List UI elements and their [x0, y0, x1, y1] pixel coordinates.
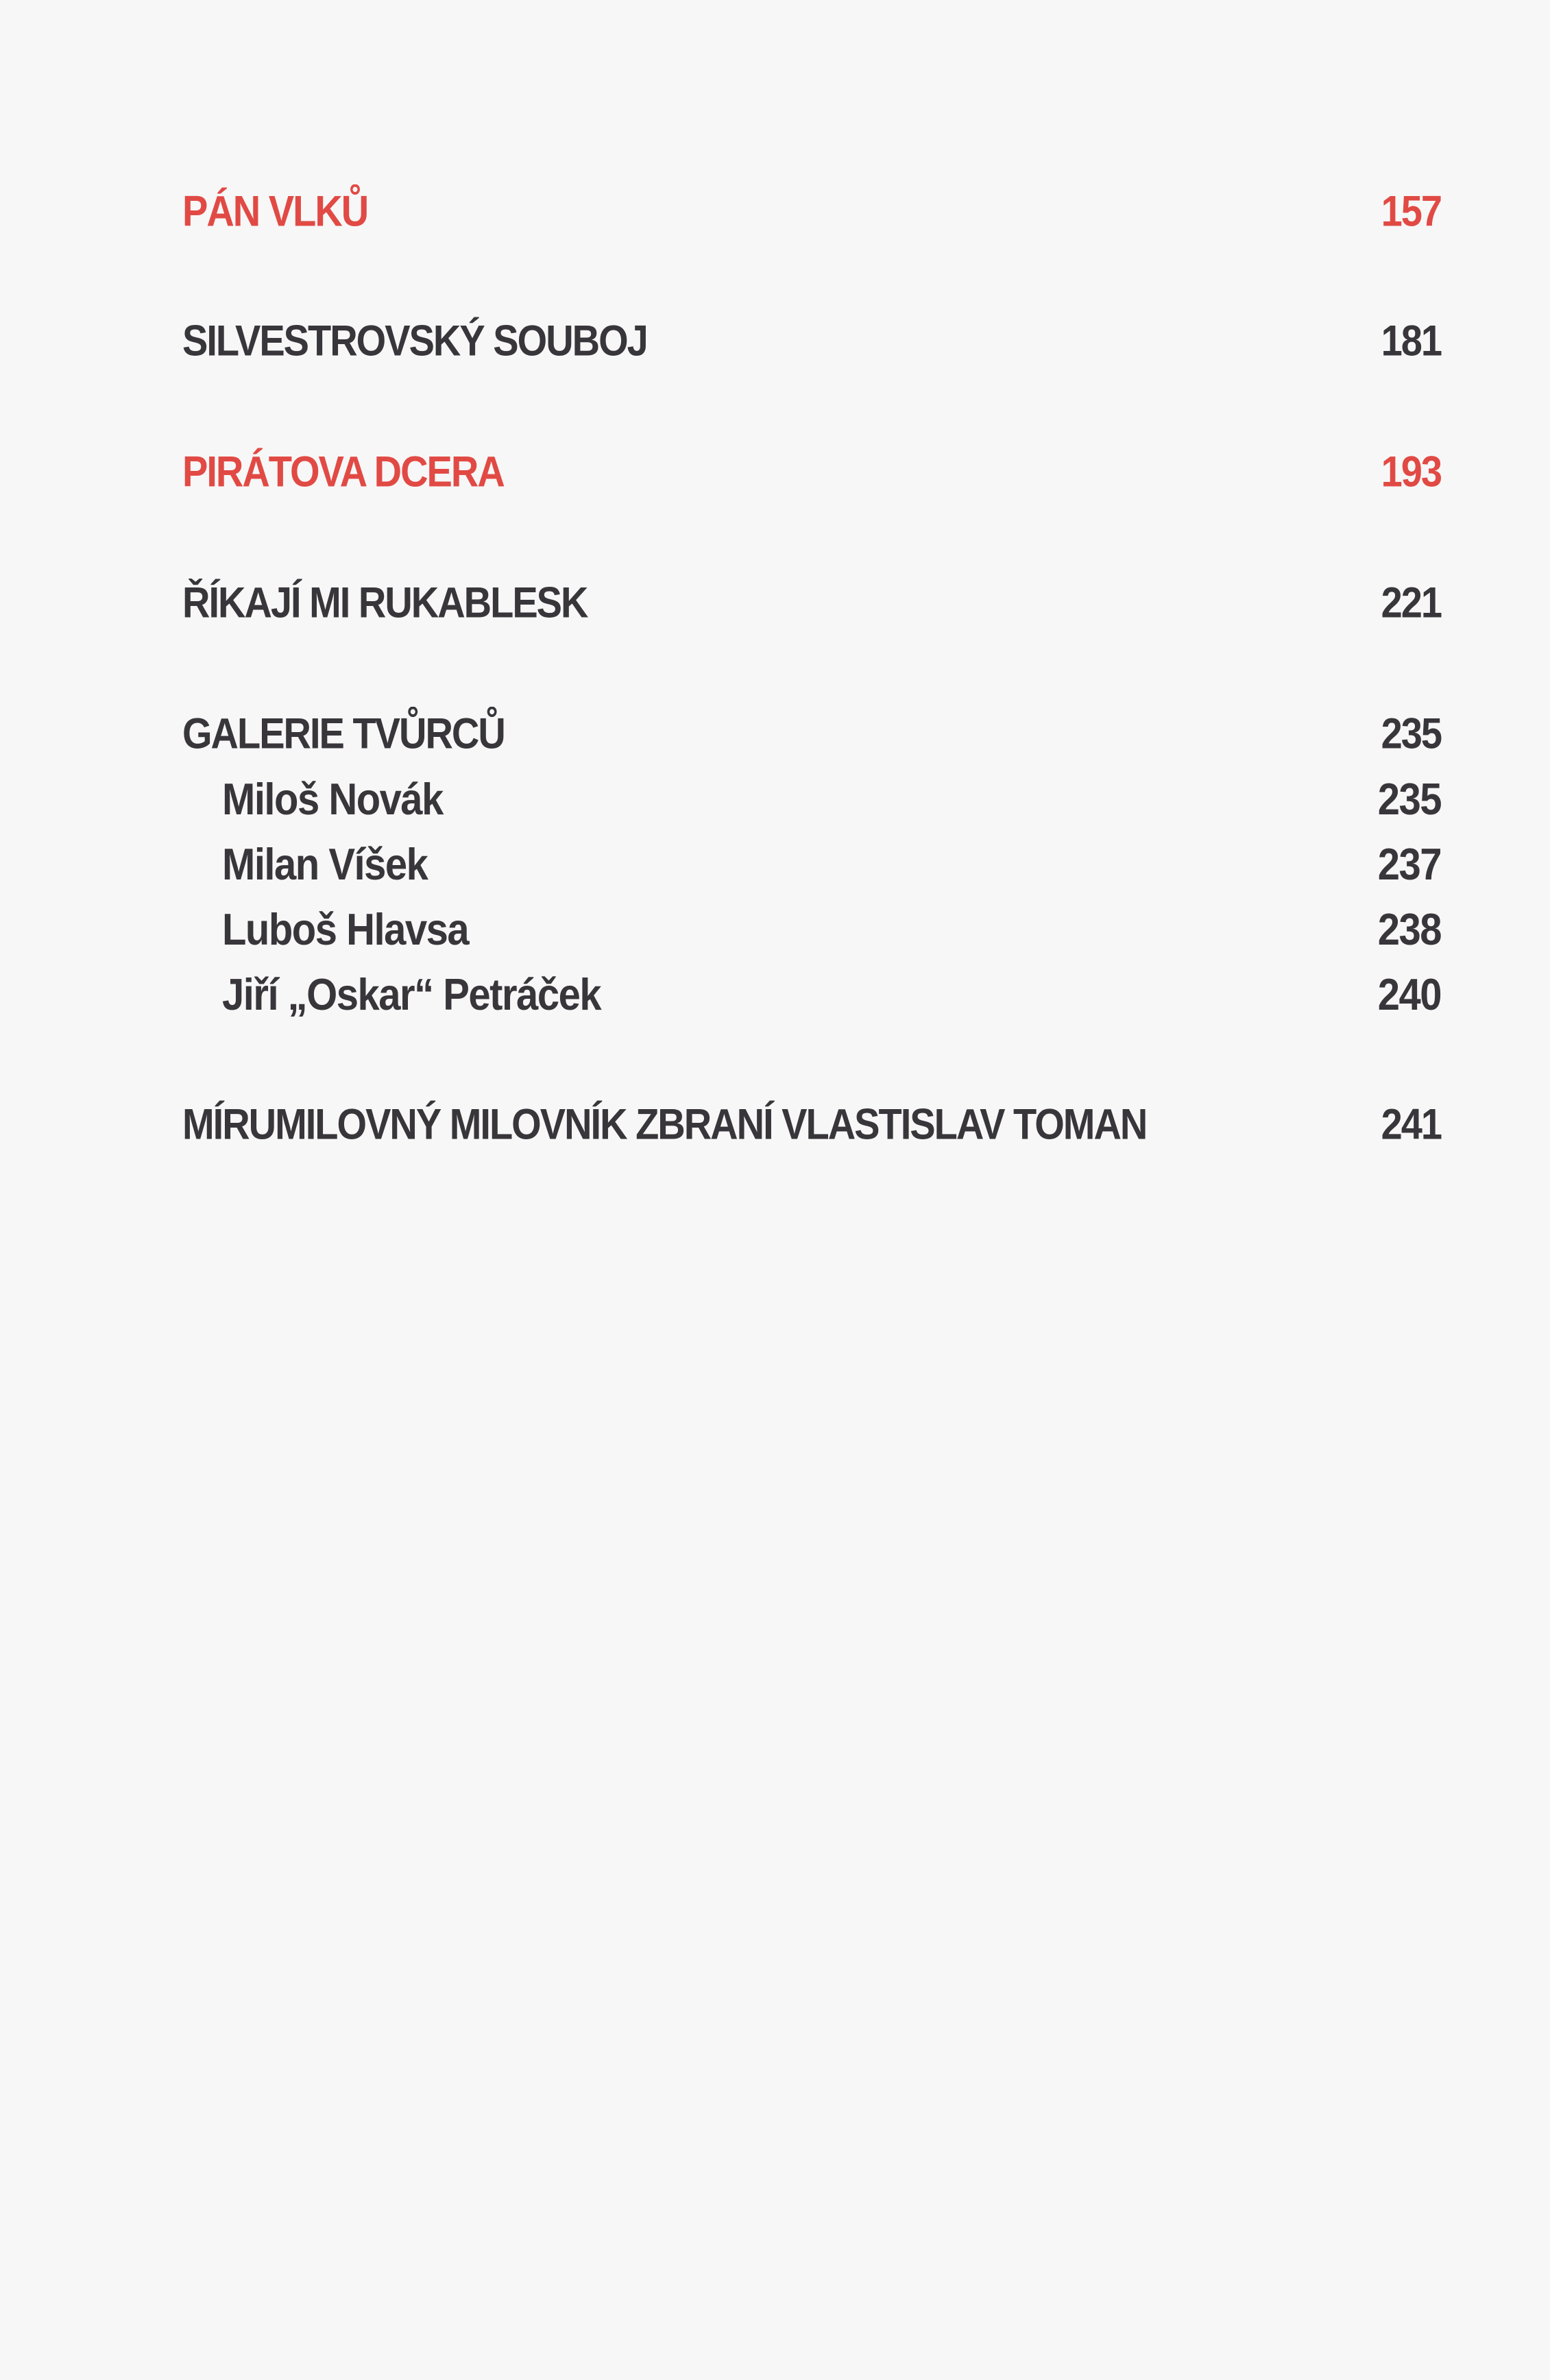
toc-entry-title: PÁN VLKŮ	[182, 186, 368, 236]
toc-entry-page-number: 181	[1381, 316, 1441, 365]
toc-entry-mirumilovny-milovnik[interactable]	[182, 1100, 1441, 1149]
toc-entry-title: ŘÍKAJÍ MI RUKABLESK	[182, 578, 588, 627]
toc-entry-page-number: 235	[1377, 774, 1441, 825]
toc-entry-page-number: 193	[1381, 447, 1441, 496]
toc-entry-galerie-tvurcu[interactable]	[182, 709, 1441, 758]
toc-subentry-milos-novak[interactable]	[182, 774, 1441, 825]
toc-entry-title: Luboš Hlavsa	[222, 904, 469, 955]
toc-subentry-lubos-hlavsa[interactable]	[182, 904, 1441, 955]
toc-entry-pan-vlku[interactable]	[182, 186, 1441, 236]
toc-entry-title: SILVESTROVSKÝ SOUBOJ	[182, 316, 647, 365]
toc-entry-page-number: 235	[1381, 709, 1441, 758]
toc-entry-piratova-dcera[interactable]	[182, 447, 1441, 496]
toc-subentry-milan-visek[interactable]	[182, 839, 1441, 890]
toc-entry-page-number: 241	[1381, 1100, 1441, 1149]
toc-entry-title: Miloš Novák	[222, 774, 443, 825]
toc-entry-page-number: 240	[1377, 969, 1441, 1020]
toc-entry-title: Milan Víšek	[222, 839, 428, 890]
toc-entry-title: PIRÁTOVA DCERA	[182, 447, 504, 496]
toc-entry-rikaji-mi-rukablesk[interactable]	[182, 578, 1441, 627]
toc-entry-title: GALERIE TVŮRCŮ	[182, 709, 505, 758]
toc-subentry-jiri-oskar-petracek[interactable]	[182, 969, 1441, 1020]
toc-entry-title: Jiří „Oskar“ Petráček	[222, 969, 601, 1020]
toc-entry-silvestrovsky-souboj[interactable]	[182, 316, 1441, 365]
toc-entry-title: MÍRUMILOVNÝ MILOVNÍK ZBRANÍ VLASTISLAV TOMAN	[182, 1100, 1147, 1149]
toc-entry-page-number: 238	[1377, 904, 1441, 955]
toc-entry-page-number: 237	[1377, 839, 1441, 890]
toc-entry-page-number: 157	[1381, 186, 1441, 236]
toc-entry-page-number: 221	[1381, 578, 1441, 627]
